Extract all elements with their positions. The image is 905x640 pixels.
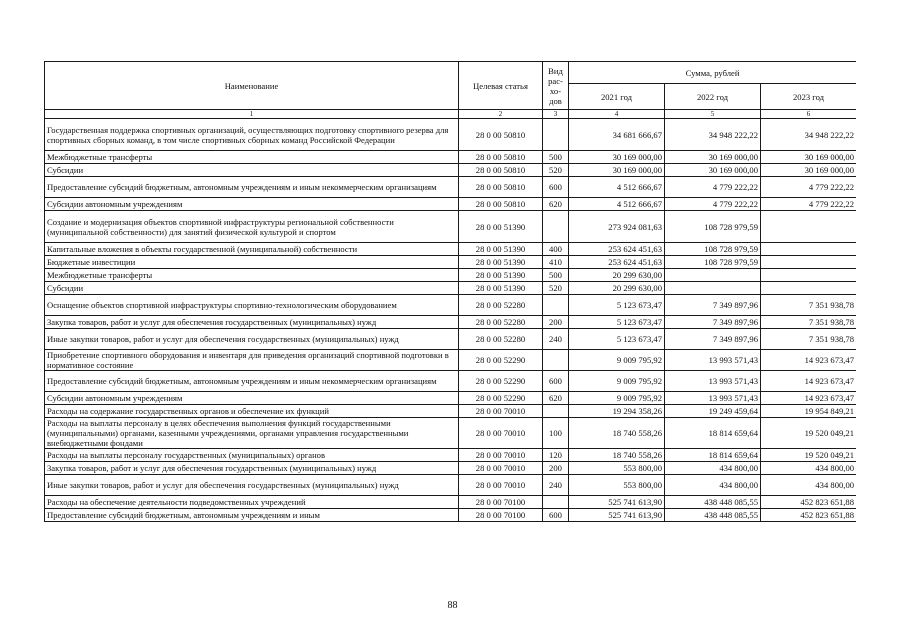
header-row-top xyxy=(45,62,857,84)
row-amount-2022: 13 993 571,43 xyxy=(665,371,761,392)
table-viewport xyxy=(44,61,856,585)
row-amount-2023: 4 779 222,22 xyxy=(761,198,857,211)
table-row xyxy=(45,282,857,295)
table-row xyxy=(45,462,857,475)
row-amount-2021: 20 299 630,00 xyxy=(569,282,665,295)
row-amount-2023: 14 923 673,47 xyxy=(761,371,857,392)
row-amount-2023: 452 823 651,88 xyxy=(761,496,857,509)
row-name: Предоставление субсидий бюджетным, автономным учреждениям и иным некоммерческим организациям xyxy=(45,177,459,198)
row-target-code: 28 0 00 70010 xyxy=(459,475,543,496)
row-expense-type: 120 xyxy=(543,449,569,462)
row-target-code: 28 0 00 70010 xyxy=(459,462,543,475)
row-amount-2021: 18 740 558,26 xyxy=(569,418,665,449)
table-row xyxy=(45,316,857,329)
row-expense-type: 500 xyxy=(543,151,569,164)
table-row xyxy=(45,449,857,462)
row-name: Расходы на выплаты персоналу государственных (муниципальных) органов xyxy=(45,449,459,462)
row-amount-2023 xyxy=(761,256,857,269)
row-target-code: 28 0 00 52290 xyxy=(459,371,543,392)
table-row xyxy=(45,243,857,256)
row-name: Субсидии xyxy=(45,282,459,295)
row-amount-2023: 7 351 938,78 xyxy=(761,295,857,316)
row-expense-type: 520 xyxy=(543,282,569,295)
row-amount-2022: 34 948 222,22 xyxy=(665,119,761,151)
row-amount-2022: 108 728 979,59 xyxy=(665,243,761,256)
row-amount-2023: 34 948 222,22 xyxy=(761,119,857,151)
row-amount-2023: 7 351 938,78 xyxy=(761,329,857,350)
row-amount-2022: 18 814 659,64 xyxy=(665,418,761,449)
table-row xyxy=(45,371,857,392)
column-number: 2 xyxy=(459,110,543,119)
header-year-2022: 2022 год xyxy=(665,84,761,110)
row-amount-2023: 30 169 000,00 xyxy=(761,151,857,164)
row-amount-2022 xyxy=(665,269,761,282)
row-amount-2021: 4 512 666,67 xyxy=(569,198,665,211)
row-amount-2023: 19 954 849,21 xyxy=(761,405,857,418)
row-amount-2021: 34 681 666,67 xyxy=(569,119,665,151)
row-target-code: 28 0 00 70010 xyxy=(459,405,543,418)
row-amount-2021: 525 741 613,90 xyxy=(569,509,665,522)
row-amount-2022: 19 249 459,64 xyxy=(665,405,761,418)
row-expense-type xyxy=(543,295,569,316)
row-amount-2022: 30 169 000,00 xyxy=(665,151,761,164)
row-name: Предоставление субсидий бюджетным, автономным учреждениям и иным некоммерческим организациям xyxy=(45,371,459,392)
row-expense-type xyxy=(543,211,569,243)
row-target-code: 28 0 00 50810 xyxy=(459,151,543,164)
row-target-code: 28 0 00 50810 xyxy=(459,119,543,151)
row-amount-2023 xyxy=(761,243,857,256)
row-expense-type: 500 xyxy=(543,269,569,282)
row-expense-type: 600 xyxy=(543,177,569,198)
row-amount-2022: 4 779 222,22 xyxy=(665,198,761,211)
table-row xyxy=(45,256,857,269)
row-name: Закупка товаров, работ и услуг для обеспечения государственных (муниципальных) нужд xyxy=(45,316,459,329)
column-number: 1 xyxy=(45,110,459,119)
row-name: Закупка товаров, работ и услуг для обеспечения государственных (муниципальных) нужд xyxy=(45,462,459,475)
table-row xyxy=(45,119,857,151)
row-name: Предоставление субсидий бюджетным, автономным учреждениям и иным xyxy=(45,509,459,522)
row-amount-2022: 438 448 085,55 xyxy=(665,509,761,522)
row-amount-2021: 9 009 795,92 xyxy=(569,371,665,392)
row-amount-2021: 525 741 613,90 xyxy=(569,496,665,509)
row-amount-2021: 5 123 673,47 xyxy=(569,329,665,350)
table-row xyxy=(45,269,857,282)
row-expense-type: 600 xyxy=(543,509,569,522)
row-target-code: 28 0 00 50810 xyxy=(459,198,543,211)
table-body xyxy=(45,119,857,522)
row-amount-2021: 30 169 000,00 xyxy=(569,151,665,164)
row-amount-2023: 4 779 222,22 xyxy=(761,177,857,198)
table-row xyxy=(45,151,857,164)
row-name: Создание и модернизация объектов спортивной инфраструктуры региональной собственности (муниципальной собственности) для занятий физической культурой и спортом xyxy=(45,211,459,243)
row-amount-2022: 7 349 897,96 xyxy=(665,316,761,329)
column-number-row xyxy=(45,110,857,119)
row-amount-2023: 434 800,00 xyxy=(761,462,857,475)
row-expense-type: 410 xyxy=(543,256,569,269)
row-amount-2022: 108 728 979,59 xyxy=(665,256,761,269)
row-name: Межбюджетные трансферты xyxy=(45,151,459,164)
row-expense-type: 600 xyxy=(543,371,569,392)
table-row xyxy=(45,405,857,418)
table-row xyxy=(45,164,857,177)
table-row xyxy=(45,392,857,405)
row-name: Иные закупки товаров, работ и услуг для обеспечения государственных (муниципальных) нужд xyxy=(45,329,459,350)
row-target-code: 28 0 00 52280 xyxy=(459,295,543,316)
header-amount: Сумма, рублей xyxy=(569,62,857,84)
row-name: Оснащение объектов спортивной инфраструктуры спортивно-технологическим оборудованием xyxy=(45,295,459,316)
row-amount-2023: 452 823 651,88 xyxy=(761,509,857,522)
row-amount-2021: 18 740 558,26 xyxy=(569,449,665,462)
row-amount-2021: 273 924 081,63 xyxy=(569,211,665,243)
row-amount-2023 xyxy=(761,211,857,243)
row-target-code: 28 0 00 52290 xyxy=(459,392,543,405)
row-amount-2022: 7 349 897,96 xyxy=(665,329,761,350)
row-amount-2021: 5 123 673,47 xyxy=(569,316,665,329)
table-row xyxy=(45,198,857,211)
row-expense-type: 520 xyxy=(543,164,569,177)
row-name: Расходы на выплаты персоналу в целях обеспечения выполнения функций государственными (муниципальными) органами, казенными учреждениями, органами управления государственными внебюджетными фондами xyxy=(45,418,459,449)
row-amount-2021: 253 624 451,63 xyxy=(569,243,665,256)
row-amount-2021: 4 512 666,67 xyxy=(569,177,665,198)
row-amount-2022: 30 169 000,00 xyxy=(665,164,761,177)
row-target-code: 28 0 00 50810 xyxy=(459,177,543,198)
row-amount-2021: 20 299 630,00 xyxy=(569,269,665,282)
row-amount-2022: 4 779 222,22 xyxy=(665,177,761,198)
row-expense-type: 200 xyxy=(543,462,569,475)
column-number: 6 xyxy=(761,110,857,119)
row-target-code: 28 0 00 70010 xyxy=(459,418,543,449)
row-target-code: 28 0 00 51390 xyxy=(459,211,543,243)
row-target-code: 28 0 00 51390 xyxy=(459,243,543,256)
column-number: 4 xyxy=(569,110,665,119)
row-expense-type: 200 xyxy=(543,316,569,329)
table-row xyxy=(45,177,857,198)
column-number: 3 xyxy=(543,110,569,119)
row-expense-type: 620 xyxy=(543,198,569,211)
row-target-code: 28 0 00 51390 xyxy=(459,282,543,295)
row-amount-2022: 18 814 659,64 xyxy=(665,449,761,462)
row-amount-2022: 438 448 085,55 xyxy=(665,496,761,509)
header-year-2021: 2021 год xyxy=(569,84,665,110)
row-target-code: 28 0 00 52290 xyxy=(459,350,543,371)
row-expense-type xyxy=(543,350,569,371)
row-target-code: 28 0 00 51390 xyxy=(459,256,543,269)
row-target-code: 28 0 00 51390 xyxy=(459,269,543,282)
header-year-2023: 2023 год xyxy=(761,84,857,110)
row-name: Приобретение спортивного оборудования и инвентаря для приведения организаций спортивной подготовки в нормативное состояние xyxy=(45,350,459,371)
row-amount-2022: 13 993 571,43 xyxy=(665,392,761,405)
header-target: Целевая статья xyxy=(459,62,543,110)
row-amount-2023: 14 923 673,47 xyxy=(761,350,857,371)
row-amount-2021: 9 009 795,92 xyxy=(569,392,665,405)
row-amount-2023: 19 520 049,21 xyxy=(761,449,857,462)
table-row xyxy=(45,475,857,496)
row-name: Расходы на содержание государственных органов и обеспечение их функций xyxy=(45,405,459,418)
row-amount-2023: 30 169 000,00 xyxy=(761,164,857,177)
row-expense-type xyxy=(543,405,569,418)
row-amount-2021: 9 009 795,92 xyxy=(569,350,665,371)
table-row xyxy=(45,496,857,509)
row-name: Межбюджетные трансферты xyxy=(45,269,459,282)
row-amount-2023: 14 923 673,47 xyxy=(761,392,857,405)
row-amount-2023 xyxy=(761,269,857,282)
row-name: Капитальные вложения в объекты государственной (муниципальной) собственности xyxy=(45,243,459,256)
table-row xyxy=(45,329,857,350)
row-expense-type: 240 xyxy=(543,329,569,350)
row-name: Бюджетные инвестиции xyxy=(45,256,459,269)
row-amount-2021: 553 800,00 xyxy=(569,475,665,496)
row-expense-type xyxy=(543,496,569,509)
row-amount-2022: 7 349 897,96 xyxy=(665,295,761,316)
budget-table xyxy=(44,61,856,522)
row-amount-2022 xyxy=(665,282,761,295)
table-row xyxy=(45,350,857,371)
row-amount-2023: 434 800,00 xyxy=(761,475,857,496)
row-expense-type: 240 xyxy=(543,475,569,496)
row-target-code: 28 0 00 70010 xyxy=(459,449,543,462)
row-name: Государственная поддержка спортивных организаций, осуществляющих подготовку спортивного резерва для спортивных сборных команд, в том числе спортивных сборных команд Российской Федерации xyxy=(45,119,459,151)
row-expense-type xyxy=(543,119,569,151)
row-target-code: 28 0 00 70100 xyxy=(459,509,543,522)
row-expense-type: 100 xyxy=(543,418,569,449)
row-amount-2022: 434 800,00 xyxy=(665,475,761,496)
row-amount-2023 xyxy=(761,282,857,295)
column-number: 5 xyxy=(665,110,761,119)
table-row xyxy=(45,211,857,243)
table-row xyxy=(45,418,857,449)
row-amount-2021: 5 123 673,47 xyxy=(569,295,665,316)
row-amount-2022: 108 728 979,59 xyxy=(665,211,761,243)
row-name: Иные закупки товаров, работ и услуг для обеспечения государственных (муниципальных) нужд xyxy=(45,475,459,496)
row-amount-2021: 19 294 358,26 xyxy=(569,405,665,418)
row-amount-2021: 253 624 451,63 xyxy=(569,256,665,269)
header-name: Наименование xyxy=(45,62,459,110)
header-expense-type: Вид рас- хо- дов xyxy=(543,62,569,110)
row-amount-2021: 30 169 000,00 xyxy=(569,164,665,177)
row-amount-2023: 19 520 049,21 xyxy=(761,418,857,449)
row-name: Расходы на обеспечение деятельности подведомственных учреждений xyxy=(45,496,459,509)
row-target-code: 28 0 00 52280 xyxy=(459,329,543,350)
row-name: Субсидии автономным учреждениям xyxy=(45,198,459,211)
row-amount-2021: 553 800,00 xyxy=(569,462,665,475)
row-expense-type: 620 xyxy=(543,392,569,405)
row-amount-2023: 7 351 938,78 xyxy=(761,316,857,329)
row-amount-2022: 434 800,00 xyxy=(665,462,761,475)
table-row xyxy=(45,295,857,316)
row-amount-2022: 13 993 571,43 xyxy=(665,350,761,371)
row-target-code: 28 0 00 70100 xyxy=(459,496,543,509)
row-name: Субсидии xyxy=(45,164,459,177)
row-expense-type: 400 xyxy=(543,243,569,256)
page-number: 88 xyxy=(447,600,458,611)
table-row xyxy=(45,509,857,522)
row-name: Субсидии автономным учреждениям xyxy=(45,392,459,405)
row-target-code: 28 0 00 50810 xyxy=(459,164,543,177)
row-target-code: 28 0 00 52280 xyxy=(459,316,543,329)
